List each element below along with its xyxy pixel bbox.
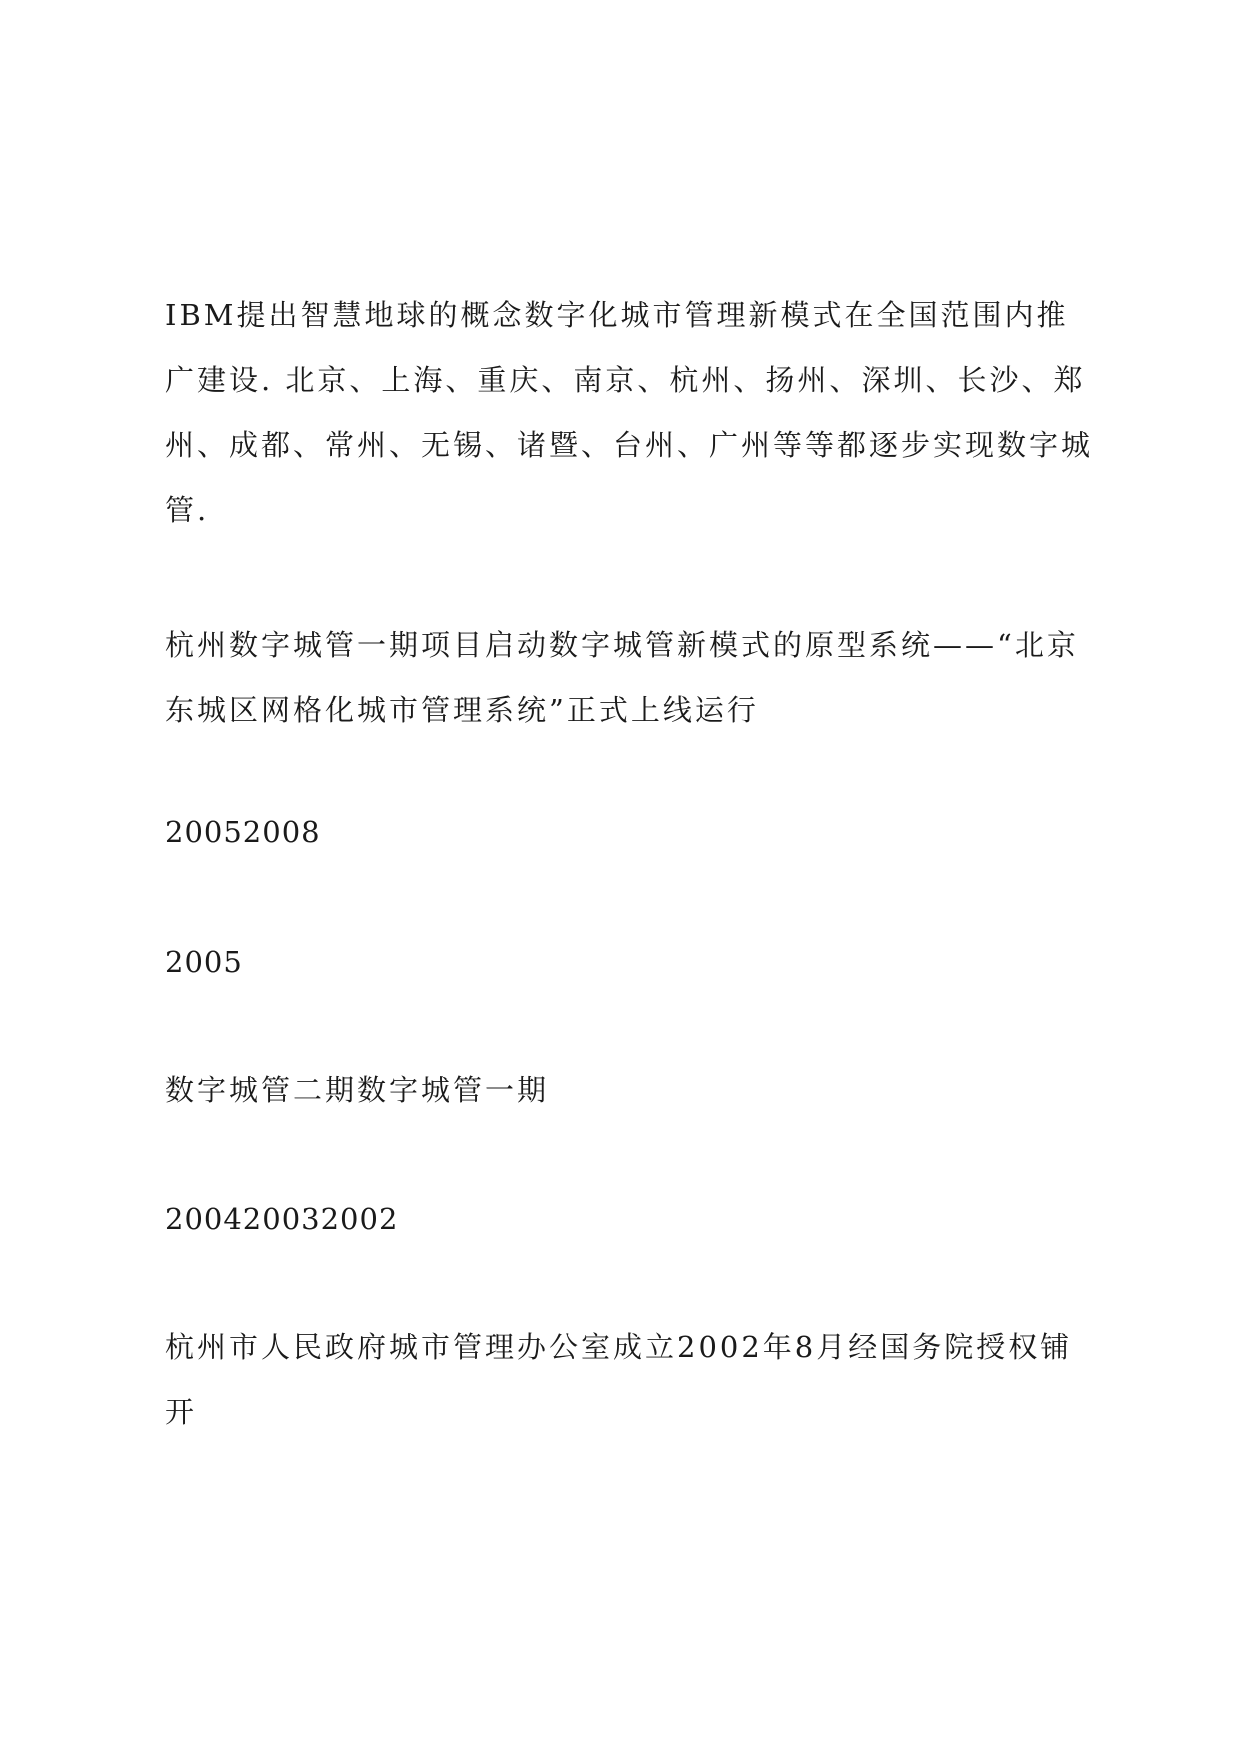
paragraph-office-established: 杭州市人民政府城市管理办公室成立2002年8月经国务院授权铺开 bbox=[165, 1330, 1073, 1429]
paragraph-year-2005: 2005 bbox=[165, 945, 243, 979]
paragraph-smart-earth: IBM提出智慧地球的概念数字化城市管理新模式在全国范围内推广建设. 北京、上海、重庆、南京、杭州、扬州、深圳、长沙、郑州、成都、常州、无锡、诸暨、台州、广州等等都逐步实现数字城管. bbox=[165, 298, 1094, 527]
paragraph-years-2005-2008: 20052008 bbox=[165, 815, 321, 849]
paragraph-phases: 数字城管二期数字城管一期 bbox=[165, 1073, 550, 1107]
paragraph-years-2004-2002: 200420032002 bbox=[165, 1202, 399, 1236]
paragraph-hangzhou-project: 杭州数字城管一期项目启动数字城管新模式的原型系统——“北京东城区网格化城市管理系统”正式上线运行 bbox=[165, 628, 1079, 727]
